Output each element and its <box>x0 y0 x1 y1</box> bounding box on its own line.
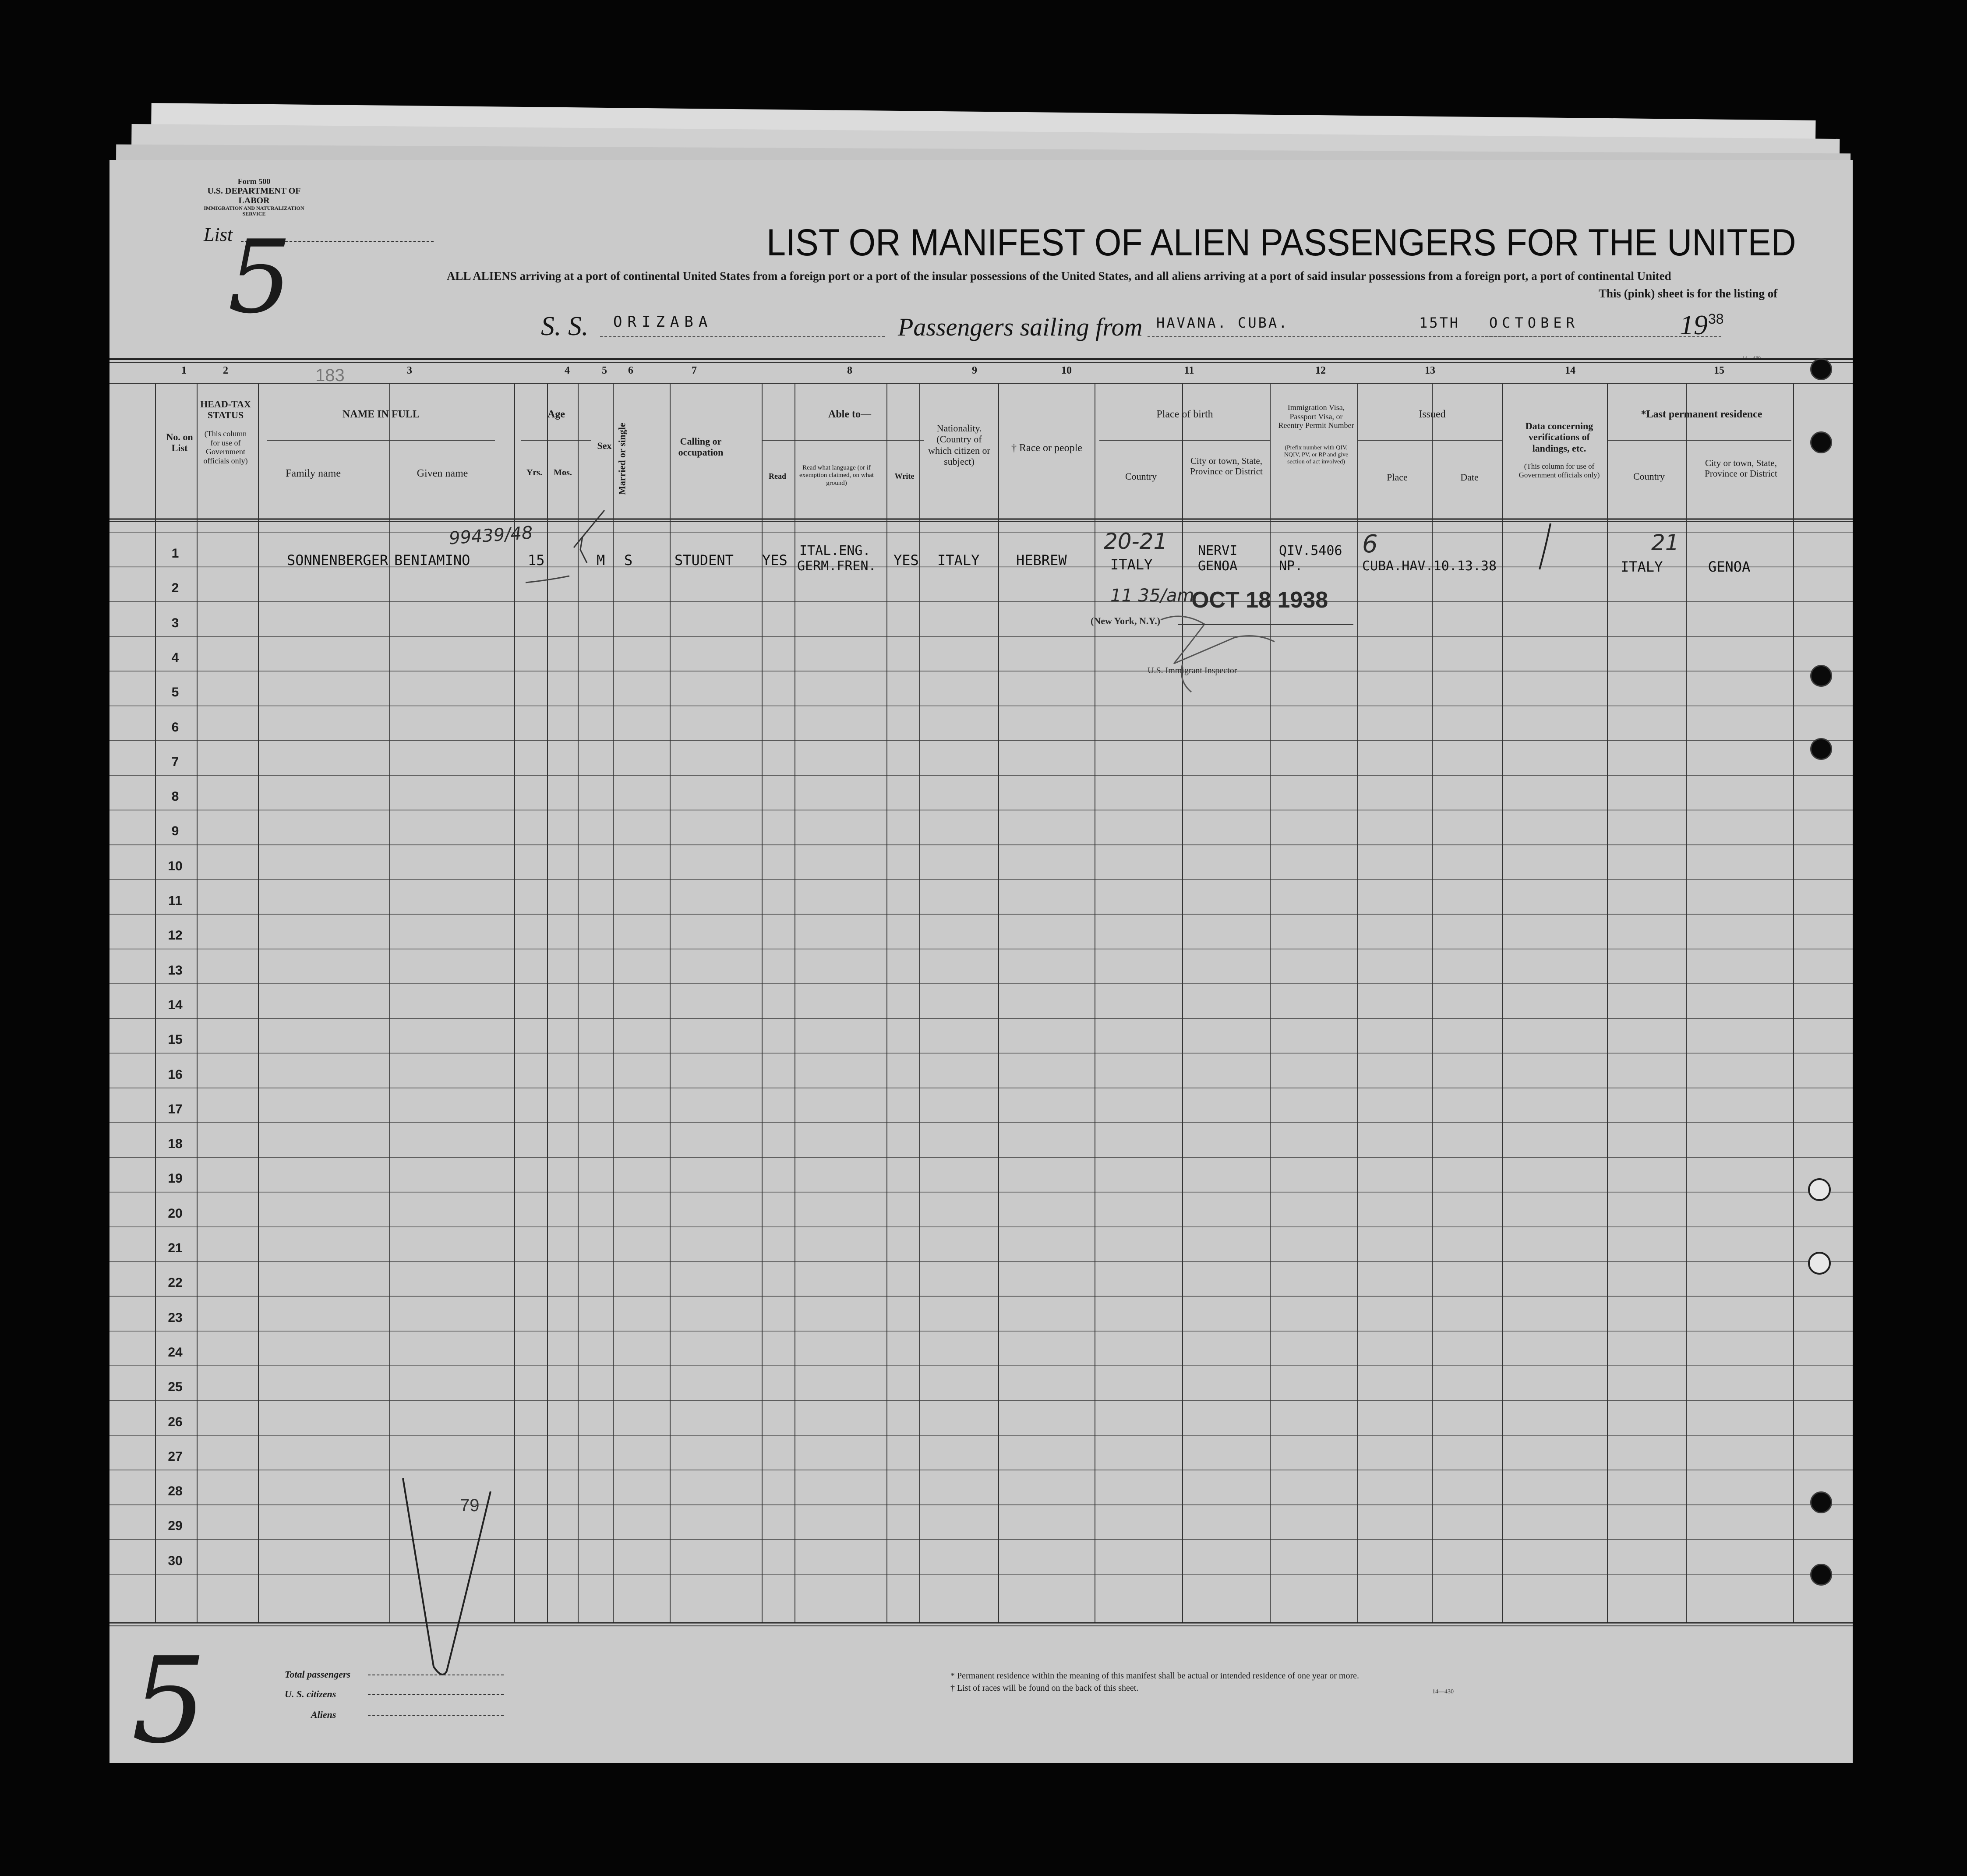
service-name: IMMIGRATION AND NATURALIZATION SERVICE <box>204 205 304 217</box>
row-number: 3 <box>171 615 179 630</box>
binder-hole <box>1810 431 1832 453</box>
passenger-visa-issued: CUBA.HAV.10.13.38 <box>1362 558 1497 574</box>
visa-annotation: 6 <box>1362 530 1378 558</box>
footer-note-residence: * Permanent residence within the meaning of this manifest shall be actual or intended residence of one year or more. <box>950 1671 1360 1681</box>
header-read: Read <box>769 472 786 480</box>
binder-hole <box>1810 665 1832 687</box>
row-number: 29 <box>168 1519 183 1533</box>
binder-hole <box>1810 1491 1832 1513</box>
header-issued: Issued <box>1419 409 1446 420</box>
row-number: 25 <box>168 1380 183 1395</box>
footer-code: 14—430 <box>1432 1689 1454 1695</box>
header-nationality: Nationality. (Country of which citizen or subject) <box>928 423 990 467</box>
header-mos: Mos. <box>554 468 572 477</box>
row-number: 19 <box>168 1171 183 1186</box>
passenger-birth-country: ITALY <box>1110 556 1153 573</box>
header-verification-note: (This column for use of Government officials only) <box>1519 462 1600 479</box>
birth-annotation: 20-21 <box>1104 529 1168 554</box>
col-number: 3 <box>407 365 412 376</box>
departure-port: HAVANA. CUBA. <box>1156 314 1289 331</box>
binder-hole <box>1808 1178 1831 1201</box>
row-number: 2 <box>171 581 179 596</box>
row-number: 24 <box>168 1345 183 1360</box>
header-visa-note: (Prefix number with QIV, NQIV, PV, or RP and give section of act involved) <box>1284 445 1349 466</box>
row-number: 30 <box>168 1553 183 1568</box>
header-sex: Sex <box>597 440 612 451</box>
passenger-languages-1: ITAL.ENG. <box>799 543 871 558</box>
col-number: 6 <box>628 365 633 376</box>
department-name: U.S. DEPARTMENT OF LABOR <box>207 186 301 205</box>
departure-month: OCTOBER <box>1489 314 1579 331</box>
col-number: 4 <box>565 365 570 376</box>
row-number: 23 <box>168 1310 183 1325</box>
stamp-date: OCT 18 1938 <box>1191 587 1328 613</box>
header-age: Age <box>547 409 565 420</box>
tally-number: 79 <box>460 1496 480 1515</box>
col-number: 12 <box>1315 365 1326 376</box>
header-res-city: City or town, State, Province or District <box>1705 458 1777 479</box>
name-annotation: 99439/48 <box>448 523 533 549</box>
residence-annotation: 21 <box>1651 530 1679 555</box>
sailing-label: Passengers sailing from <box>898 313 1143 341</box>
passenger-birth-city-1: NERVI <box>1198 543 1238 558</box>
header-verification: Data concerning verifications of landings, etc. <box>1525 420 1593 454</box>
row-number: 21 <box>168 1241 183 1255</box>
handwritten-marks <box>109 160 1853 1763</box>
header-calling: Calling or occupation <box>678 436 724 458</box>
row-number: 16 <box>168 1067 183 1082</box>
header-residence: *Last permanent residence <box>1641 409 1762 420</box>
row-number: 17 <box>168 1102 183 1116</box>
passenger-res-city: GENOA <box>1708 558 1751 575</box>
passenger-occupation: STUDENT <box>675 552 734 569</box>
row-number: 5 <box>171 685 179 700</box>
header-no-on-list: No. on List <box>166 431 193 454</box>
row-number: 4 <box>171 650 179 665</box>
passenger-birth-city-2: GENOA <box>1198 558 1238 574</box>
passenger-res-country: ITALY <box>1621 558 1663 575</box>
header-able-to: Able to— <box>828 409 871 420</box>
header-birth-city: City or town, State, Province or District <box>1190 456 1263 477</box>
header-name-in-full: NAME IN FULL <box>342 409 420 420</box>
header-place-of-birth: Place of birth <box>1156 409 1213 420</box>
row-number: 7 <box>171 754 179 769</box>
departure-day: 15TH <box>1419 314 1460 331</box>
col-number: 9 <box>972 365 977 376</box>
row-number: 18 <box>168 1137 183 1152</box>
passenger-sex: M <box>597 552 605 569</box>
year-prefix: 19 <box>1680 309 1708 340</box>
header-write: Write <box>894 472 915 480</box>
ss-label: S. S. <box>541 311 589 341</box>
header-issued-date: Date <box>1460 472 1479 483</box>
col-number: 1 <box>181 365 187 376</box>
col-number: 5 <box>602 365 607 376</box>
col-number: 14 <box>1565 365 1575 376</box>
row-number: 6 <box>171 720 179 735</box>
passenger-can-read: YES <box>762 552 788 569</box>
passenger-visa-2: NP. <box>1279 558 1303 574</box>
header-given-name: Given name <box>417 468 468 479</box>
instructions-line-1: ALL ALIENS arriving at a port of continental United States from a foreign port or a port of the insular possessions of the United States, and all aliens arriving at a port of said insular possessions from a foreign port, a port of continental United <box>447 269 1671 283</box>
row-number: 11 <box>168 894 182 908</box>
row-number: 10 <box>168 859 183 873</box>
header-head-tax-note: (This column for use of Government officials only) <box>203 429 248 466</box>
passenger-nationality: ITALY <box>937 552 980 569</box>
header-race: † Race or people <box>1011 442 1082 454</box>
row-number: 14 <box>168 997 183 1012</box>
stamp-place: (New York, N.Y.) <box>1091 615 1161 626</box>
header-visa: Immigration Visa, Passport Visa, or Reentry Permit Number <box>1278 403 1354 430</box>
header-issued-place: Place <box>1387 472 1408 483</box>
row-number: 12 <box>168 928 183 943</box>
col-number: 10 <box>1061 365 1072 376</box>
col-number: 8 <box>847 365 852 376</box>
row-number: 1 <box>171 546 179 561</box>
binder-hole <box>1808 1252 1831 1275</box>
header-family-name: Family name <box>286 468 341 479</box>
footer-note-races: † List of races will be found on the back of this sheet. <box>950 1683 1139 1693</box>
row-number: 27 <box>168 1449 183 1464</box>
header-read-language: Read what language (or if exemption claimed, on what ground) <box>799 464 874 487</box>
footer-total-passengers: Total passengers <box>285 1669 351 1680</box>
stamp-officer: U.S. Immigrant Inspector <box>1148 666 1237 675</box>
passenger-can-write: YES <box>893 552 919 569</box>
footer-citizens-dots <box>368 1694 504 1695</box>
col-number: 2 <box>223 365 228 376</box>
stamp-time: 11 35/am <box>1110 586 1194 606</box>
col-number: 15 <box>1714 365 1724 376</box>
footer-aliens-dots <box>368 1715 504 1716</box>
binder-hole <box>1810 1564 1832 1586</box>
row-number: 28 <box>168 1484 183 1499</box>
list-number: 5 <box>228 219 292 336</box>
binder-hole <box>1810 738 1832 760</box>
list-label: List <box>204 224 233 245</box>
margin-number: 5 <box>131 1632 207 1763</box>
passenger-race: HEBREW <box>1016 552 1067 569</box>
passenger-marital-status: S <box>624 552 633 569</box>
footer-us-citizens: U. S. citizens <box>285 1689 336 1699</box>
manifest-title: LIST OR MANIFEST OF ALIEN PASSENGERS FOR THE UNITED <box>766 222 1796 264</box>
header-birth-country: Country <box>1125 471 1157 482</box>
passenger-visa-1: QIV.5406 <box>1279 543 1342 558</box>
row-number: 22 <box>168 1275 183 1290</box>
footer-aliens: Aliens <box>311 1709 336 1720</box>
ship-name: ORIZABA <box>613 313 713 331</box>
form-number: Form 500 <box>237 177 271 186</box>
header-head-tax: HEAD-TAX STATUS <box>200 399 251 421</box>
row-number: 8 <box>171 789 179 804</box>
row-number: 20 <box>168 1206 183 1221</box>
corner-code: 14—430 <box>1742 355 1761 361</box>
passenger-family-name: SONNENBERGER <box>287 552 388 569</box>
row-number: 26 <box>168 1414 183 1429</box>
row-number: 15 <box>168 1032 183 1047</box>
header-res-country: Country <box>1633 471 1665 482</box>
manifest-sheet <box>109 160 1853 1763</box>
stamp-line <box>1178 624 1353 625</box>
row-number: 13 <box>168 963 183 978</box>
col-number: 13 <box>1425 365 1435 376</box>
passenger-age-years: 15 <box>528 552 545 569</box>
instructions-line-2: This (pink) sheet is for the listing of <box>1599 287 1778 300</box>
row-number: 9 <box>171 824 179 839</box>
header-married: Married or single <box>616 423 628 495</box>
header-mark: 183 <box>315 366 345 385</box>
passenger-languages-2: GERM.FREN. <box>797 558 876 574</box>
col-number: 11 <box>1184 365 1194 376</box>
col-number: 7 <box>692 365 697 376</box>
passenger-given-name: BENIAMINO <box>394 552 470 569</box>
year-suffix: 38 <box>1708 311 1724 327</box>
header-yrs: Yrs. <box>526 468 543 477</box>
binder-hole <box>1810 358 1832 380</box>
